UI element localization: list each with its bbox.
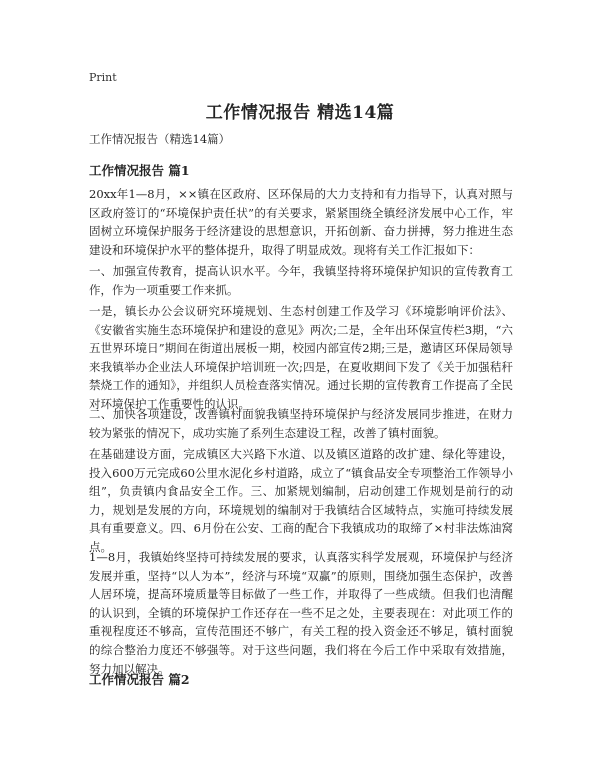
paragraph: 二、加快各项建设，改善镇村面貌我镇坚持环境保护与经济发展同步推进，在财力较为紧张的情况下，成功实施了系列生态建设工程，改善了镇村面貌。: [89, 407, 513, 440]
paragraph: 一、加强宣传教育，提高认识水平。今年，我镇坚持将环境保护知识的宣传教育工作，作为一项重要工作来抓。: [89, 264, 513, 297]
paragraph: 在基础建设方面，完成镇区大兴路下水道、以及镇区道路的改扩建、绿化等建设，投入600万元完成60公里水泥化乡村道路，成立了“镇食品安全专项整治工作领导小组”，负责镇内食品安全工作。三、加紧规划编制，启动创建工作规划是前行的动力，规划是发展的方向，环境规划的编制对于我镇结合区域特点，实施可持续发展具有重要意义。四、6月份在公安、工商的配合下我镇成功的取缔了×村非法炼油窝点。: [89, 447, 513, 554]
page-title: 工作情况报告 精选14篇: [205, 103, 395, 123]
paragraph: 20xx年1—8月，××镇在区政府、区环保局的大力支持和有力指导下，认真对照与区政府签订的“环境保护责任状”的有关要求，紧紧围绕全镇经济发展中心工作，牢固树立环境保护服务于经济建设的思想意识，开拓创新、奋力拼搏，努力推进生态建设和环境保护水平的整体提升，取得了明显成效。现将有关工作汇报如下：: [89, 187, 513, 257]
paragraph: 一是，镇长办公会议研究环境规划、生态村创建工作及学习《环境影响评价法》、《安徽省实施生态环境保护和建设的意见》两次;二是，全年出环保宣传栏3期，“六五世界环境日”期间在街道出展板一期，校园内部宣传2期;三是，邀请区环保局领导来我镇举办企业法人环境保护培训班一次;四是，在夏收期间下发了《关于加强秸秆禁烧工作的通知》，并组织人员检查落实情况。通过长期的宣传教育工作提高了全民对环境保护工作重要性的认识。: [89, 304, 513, 411]
section-heading-2: 工作情况报告 篇2: [89, 672, 190, 687]
paragraph: 1—8月，我镇始终坚持可持续发展的要求，认真落实科学发展观，环境保护与经济发展并重，坚持“以人为本”，经济与环境“双赢”的原则，围绕加强生态保护，改善人居环境，提高环境质量等目标做了一些工作，并取得了一些成绩。但我们也清醒的认识到，全镇的环境保护工作还存在一些不足之处，主要表现在：对此项工作的重视程度还不够高，宣传范围还不够广，有关工程的投入资金还不够足，镇村面貌的综合整治力度还不够强等。对于这些问题，我们将在今后工作中采取有效措施，努力加以解决。: [89, 550, 513, 676]
document-subtitle: 工作情况报告（精选14篇）: [89, 132, 231, 146]
print-link[interactable]: Print: [89, 71, 117, 84]
section-heading-1: 工作情况报告 篇1: [89, 163, 190, 178]
